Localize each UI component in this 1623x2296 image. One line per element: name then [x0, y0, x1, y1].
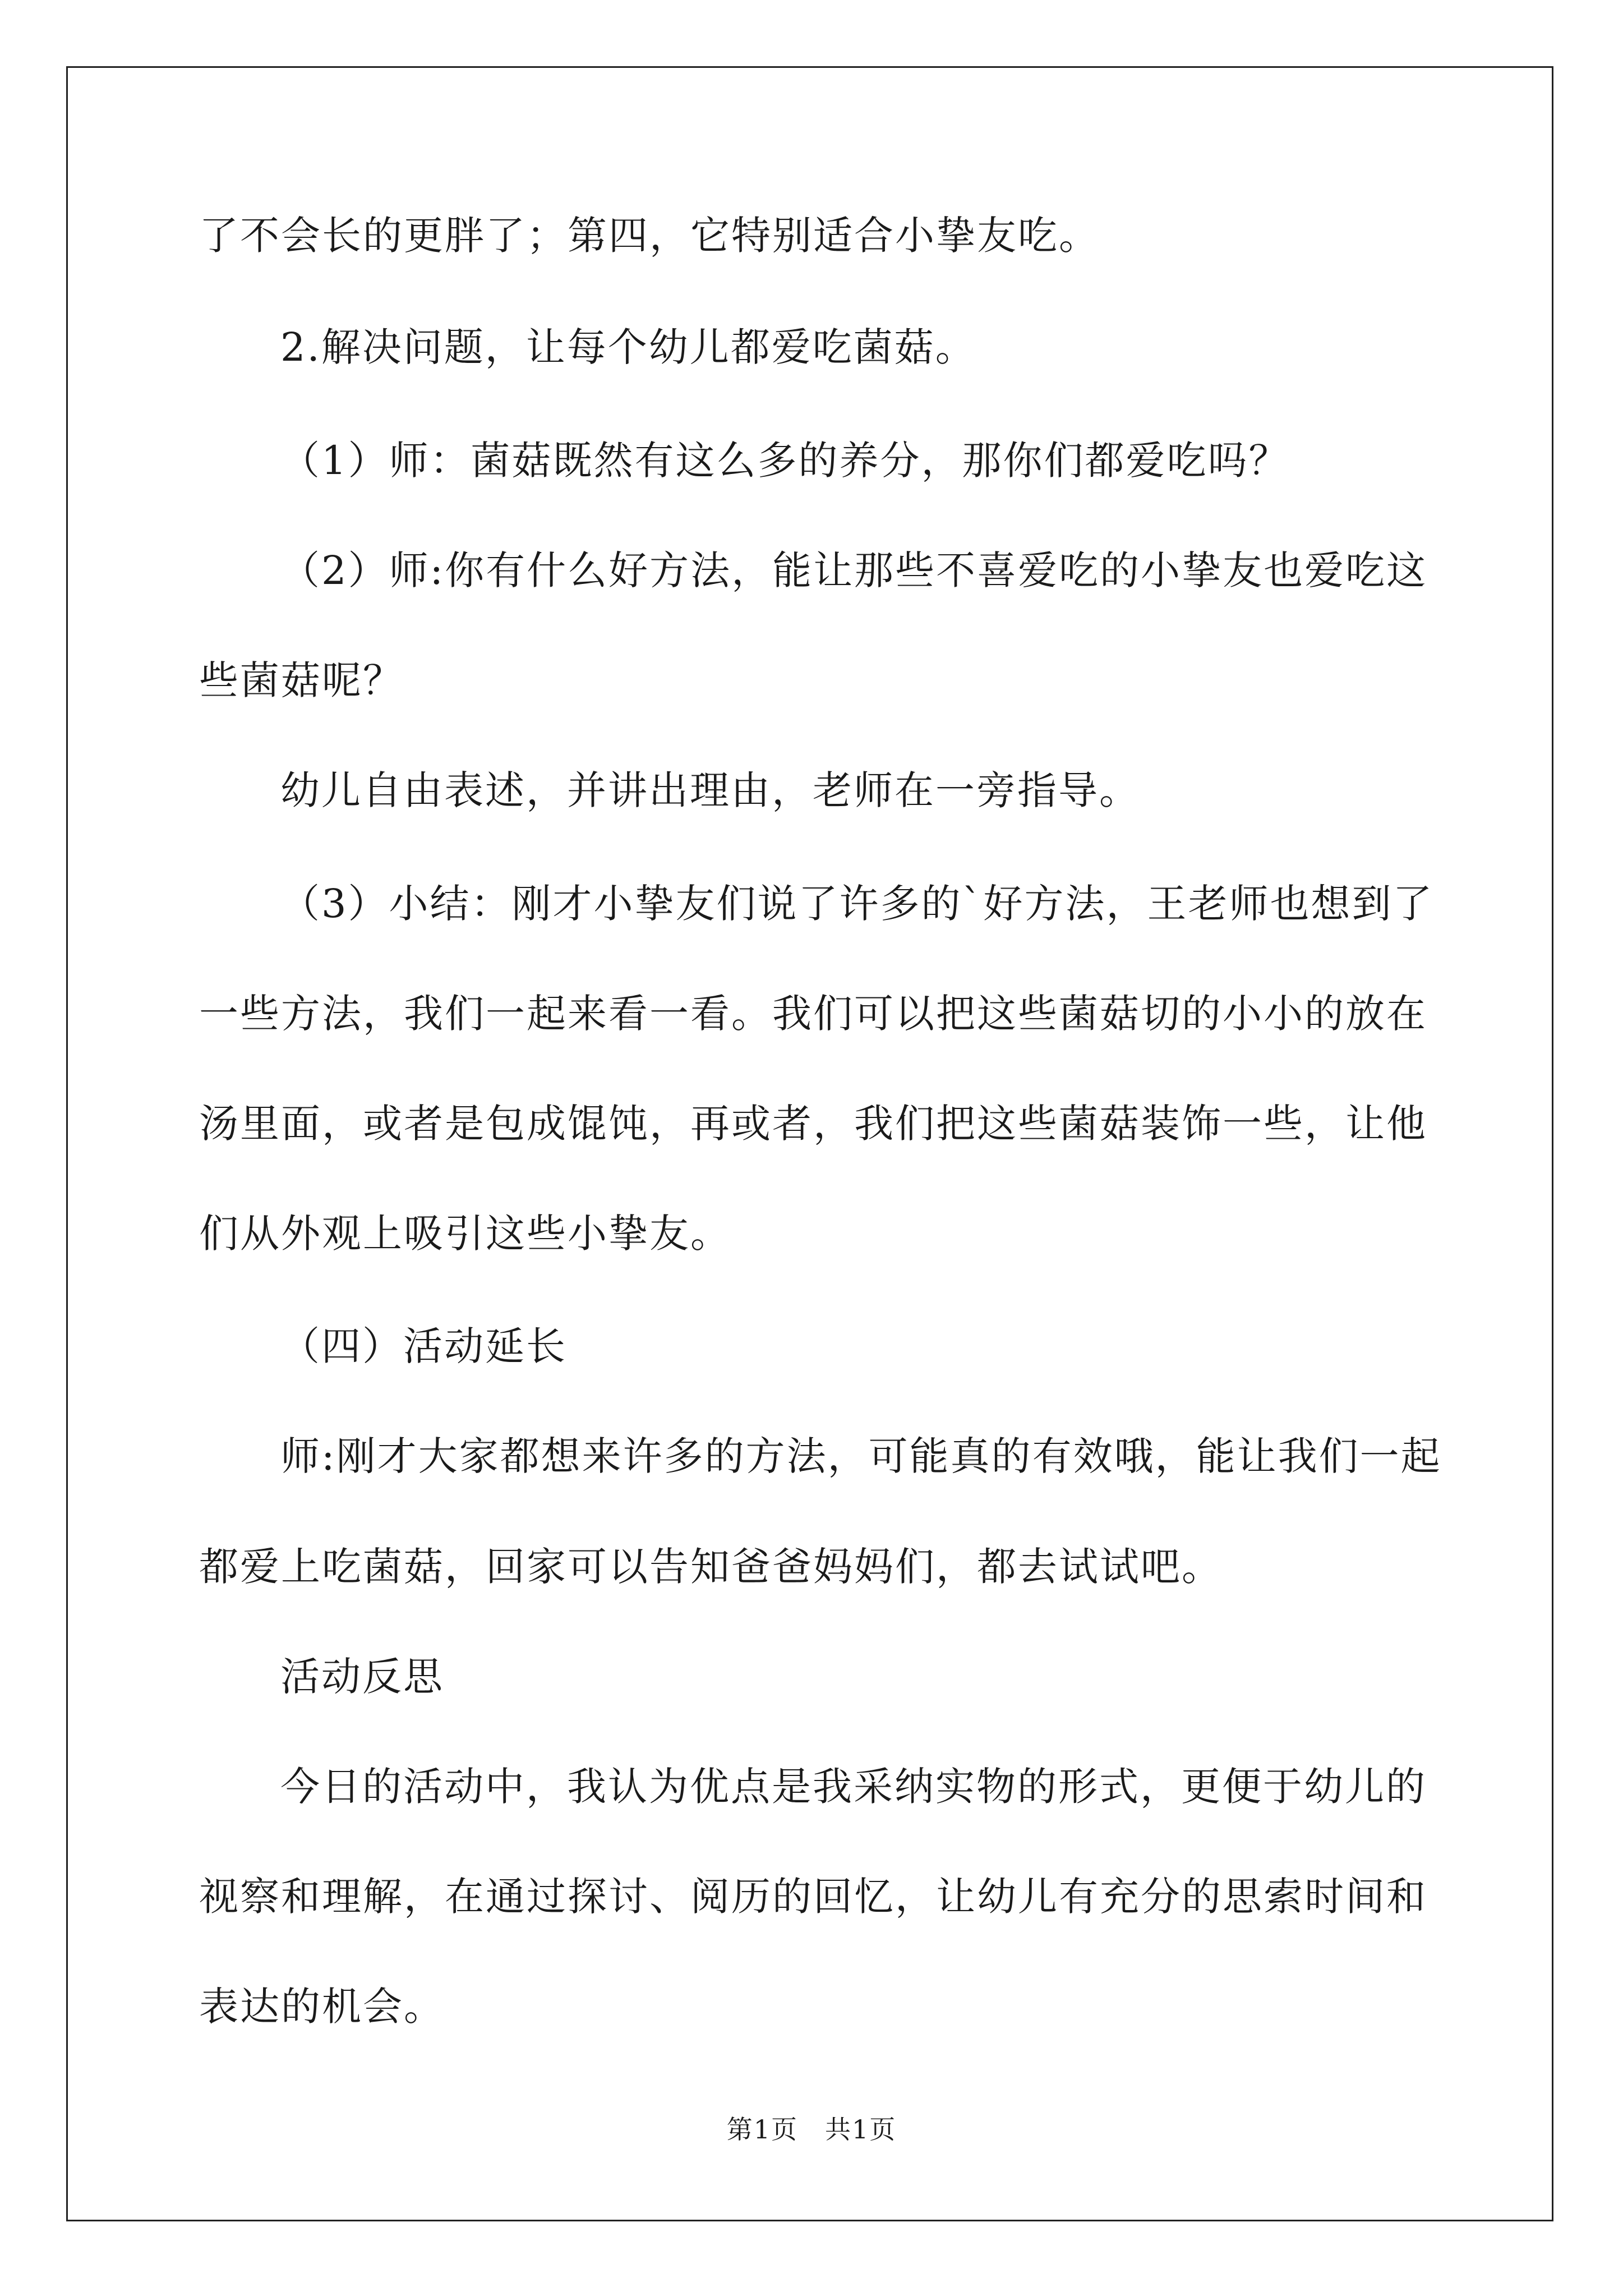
- text-line-17: 表达的机会。: [199, 1984, 445, 2030]
- text-line-14: 活动反思: [280, 1654, 444, 1700]
- text-line-11: （四）活动延长: [280, 1323, 567, 1369]
- text-line-7: （3）小结：刚才小挚友们说了许多的`好方法，王老师也想到了: [280, 881, 1434, 927]
- text-line-10: 们从外观上吸引这些小挚友。: [199, 1211, 731, 1257]
- text-line-5: 些菌菇呢？: [199, 657, 404, 703]
- text-line-9: 汤里面，或者是包成馄饨，再或者，我们把这些菌菇装饰一些，让他: [199, 1101, 1427, 1147]
- text-line-4: （2）师:你有什么好方法，能让那些不喜爱吃的小挚友也爱吃这: [280, 547, 1428, 593]
- text-line-15: 今日的活动中，我认为优点是我采纳实物的形式，更便于幼儿的: [280, 1764, 1427, 1810]
- text-line-13: 都爱上吃菌菇，回家可以告知爸爸妈妈们，都去试试吧。: [199, 1544, 1223, 1590]
- text-line-3: （1）师：菌菇既然有这么多的养分，那你们都爱吃吗？: [280, 438, 1290, 484]
- text-line-1: 了不会长的更胖了；第四，它特别适合小挚友吃。: [199, 213, 1100, 259]
- text-line-8: 一些方法，我们一起来看一看。我们可以把这些菌菇切的小小的放在: [199, 991, 1427, 1037]
- text-line-6: 幼儿自由表述，并讲出理由，老师在一旁指导。: [280, 767, 1140, 813]
- text-line-16: 视察和理解，在通过探讨、阅历的回忆，让幼儿有充分的思索时间和: [199, 1874, 1427, 1920]
- text-line-2: 2.解决问题，让每个幼儿都爱吃菌菇。: [280, 324, 976, 370]
- text-line-12: 师:刚才大家都想来许多的方法，可能真的有效哦，能让我们一起: [280, 1433, 1442, 1479]
- page-number-footer: 第1页 共1页: [726, 2114, 897, 2145]
